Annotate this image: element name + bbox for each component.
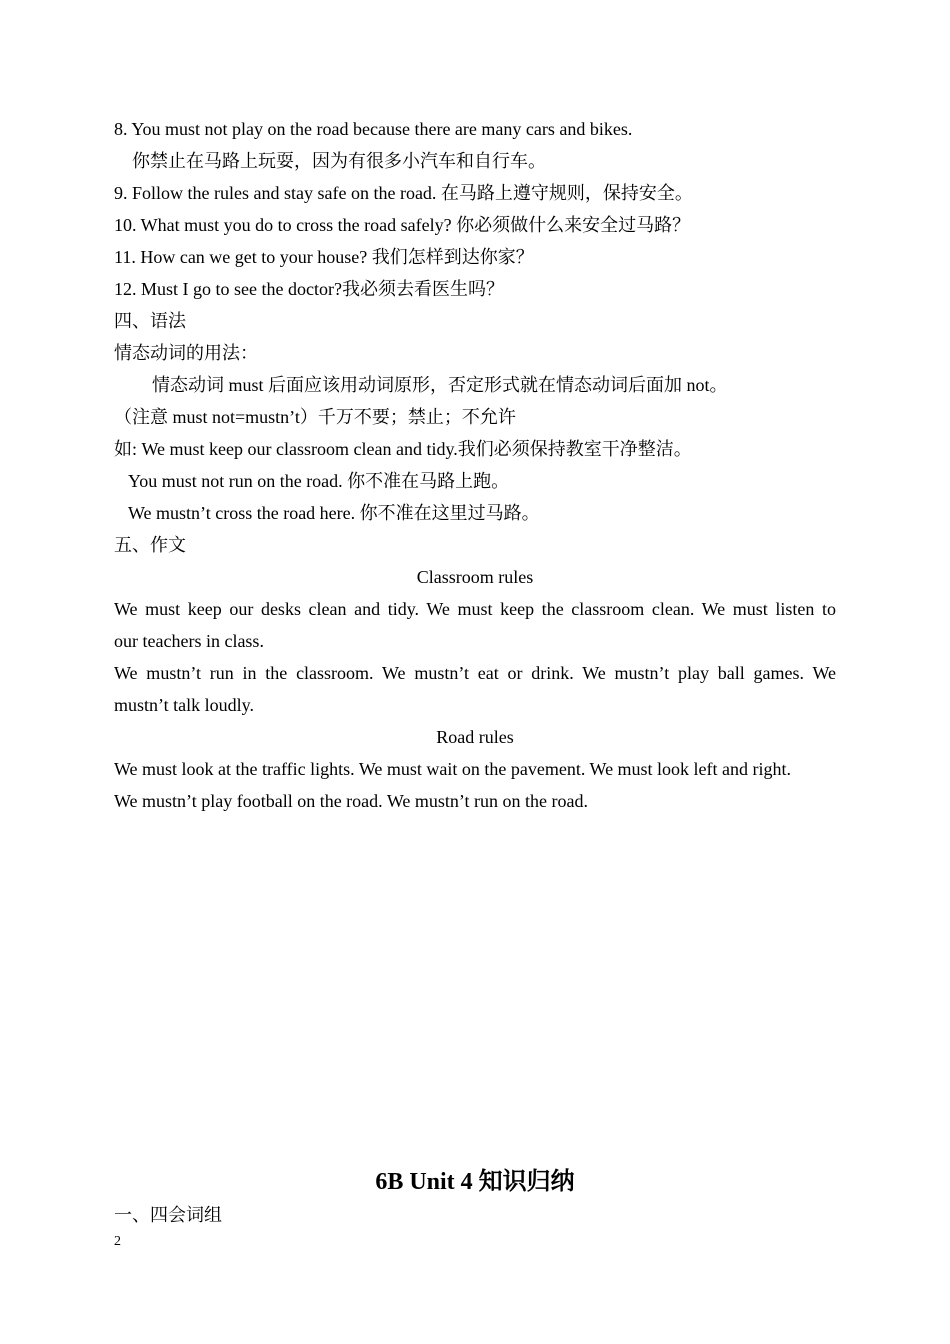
road-rules-title: Road rules [436,727,514,747]
grammar-example-1: 如: We must keep our classroom clean and tidy.我们必须保持教室干净整洁。 [114,439,692,459]
sentence-11: 11. How can we get to your house? 我们怎样到达你家？ [114,247,534,267]
grammar-example-3: We mustn’t cross the road here. 你不准在这里过马路。 [128,503,540,523]
grammar-example-2: You must not run on the road. 你不准在马路上跑。 [128,471,510,491]
sentence-12: 12. Must I go to see the doctor?我必须去看医生吗？ [114,279,504,299]
classroom-rules-line-1: We must keep our desks clean and tidy. We must keep the classroom clean. We must listen to [114,599,836,619]
sentence-10: 10. What must you do to cross the road safely? 你必须做什么来安全过马路？ [114,215,691,235]
section-grammar-heading: 四、语法 [114,311,186,331]
grammar-rule: 情态动词 must 后面应该用动词原形，否定形式就在情态动词后面加 not。 [152,375,728,395]
page-number: 2 [114,1234,121,1249]
unit-heading: 6B Unit 4 知识归纳 [375,1169,575,1195]
road-rules-line-2: We mustn’t play football on the road. We mustn’t run on the road. [114,791,589,811]
classroom-rules-line-4: mustn’t talk loudly. [114,695,255,715]
sentence-8: 8. You must not play on the road because there are many cars and bikes. [114,119,633,139]
classroom-rules-title: Classroom rules [416,567,534,587]
sentence-9: 9. Follow the rules and stay safe on the road. 在马路上遵守规则，保持安全。 [114,183,693,203]
classroom-rules-line-3: We mustn’t run in the classroom. We mustn’t eat or drink. We mustn’t play ball games. We [114,663,836,683]
classroom-rules-line-2: our teachers in class. [114,631,264,651]
grammar-subheading: 情态动词的用法： [114,343,258,363]
grammar-note: （注意 must not=mustn’t）千万不要；禁止；不允许 [114,407,516,427]
sentence-8-translation: 你禁止在马路上玩耍，因为有很多小汽车和自行车。 [132,151,546,171]
section-one-heading: 一、四会词组 [114,1205,222,1225]
road-rules-line-1: We must look at the traffic lights. We must wait on the pavement. We must look left and right. [114,759,792,779]
section-composition-heading: 五、作文 [114,535,186,555]
